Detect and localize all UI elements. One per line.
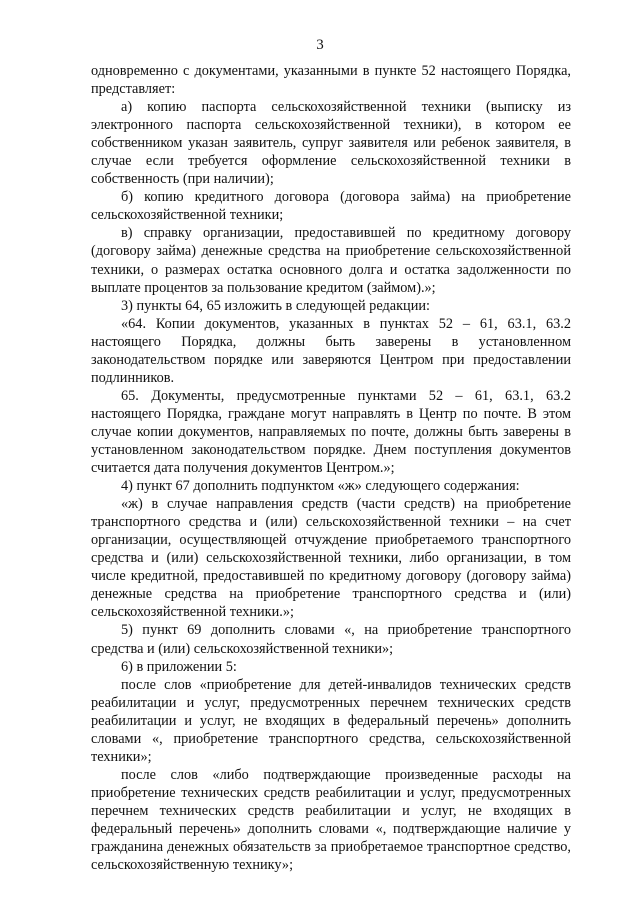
paragraph-subitem-zh: «ж) в случае направления средств (части средств) на приобретение транспортного средства и (или) сельскохозяйственной техники – на счет организации, осуществляющей отчуждение приобретаемого транспортного средства и (или) сельскохозяйственной техники, либо организации, в том числе кредитной, предоставившей по кредитному договору (договору займа) денежные средства на приобретение транспортного средства и (или) сельскохозяйственной техники.»; bbox=[91, 496, 571, 621]
page-number: 3 bbox=[316, 37, 324, 53]
paragraph-amendment-4: 4) пункт 67 дополнить подпунктом «ж» следующего содержания: bbox=[121, 478, 520, 495]
paragraph-intro: одновременно с документами, указанными в пункте 52 настоящего Порядка, представляет: bbox=[91, 63, 571, 98]
paragraph-appendix-change-1: после слов «приобретение для детей-инвалидов технических средств реабилитации и услуг, предусмотренных перечнем технических средств реабилитации и услуг, не входящих в федеральный перечень» дополнить словами «, приобретение транспортного средства, сельскохозяйственной техники»; bbox=[91, 676, 571, 765]
paragraph-clause-64: «64. Копии документов, указанных в пунктах 52 – 61, 63.1, 63.2 настоящего Порядка, должны быть заверены в установленном законодательством порядке или заверяются Центром при предоставлении подлинников. bbox=[91, 315, 571, 386]
paragraph-item-a: а) копию паспорта сельскохозяйственной техники (выписку из электронного паспорта сельскохозяйственной техники), в котором ее собственником указан заявитель, супруг заявителя или ребенок заявителя, в случае если требуется оформление сельскохозяйственной техники в собственность (при наличии); bbox=[91, 99, 571, 188]
paragraph-item-b: б) копию кредитного договора (договора займа) на приобретение сельскохозяйственной техники; bbox=[91, 189, 571, 224]
paragraph-item-v: в) справку организации, предоставившей по кредитному договору (договору займа) денежные средства на приобретение сельскохозяйственной техники, о размерах остатка основного долга и остатка задолженности по выплате процентов за пользование кредитом (займом).»; bbox=[91, 225, 571, 296]
paragraph-appendix-change-2: после слов «либо подтверждающие произведенные расходы на приобретение технических средств реабилитации и услуг, предусмотренных перечнем технических средств реабилитации и услуг, не входящих в федеральный перечень» дополнить словами «, подтверждающие наличие у гражданина денежных обязательств за приобретаемое транспортное средство, сельскохозяйственную технику»; bbox=[91, 766, 571, 874]
paragraph-amendment-3: 3) пункты 64, 65 изложить в следующей редакции: bbox=[121, 297, 430, 314]
paragraph-amendment-6: 6) в приложении 5: bbox=[121, 658, 237, 675]
paragraph-amendment-5: 5) пункт 69 дополнить словами «, на приобретение транспортного средства и (или) сельскохозяйственной техники»; bbox=[91, 622, 571, 657]
paragraph-clause-65: 65. Документы, предусмотренные пунктами 52 – 61, 63.1, 63.2 настоящего Порядка, граждане могут направлять в Центр по почте. В этом случае копии документов, направляемых по почте, должны быть заверены в установленном законодательством порядке. Днем поступления документов считается дата получения документов Центром.»; bbox=[91, 387, 571, 477]
document-body bbox=[91, 62, 571, 874]
